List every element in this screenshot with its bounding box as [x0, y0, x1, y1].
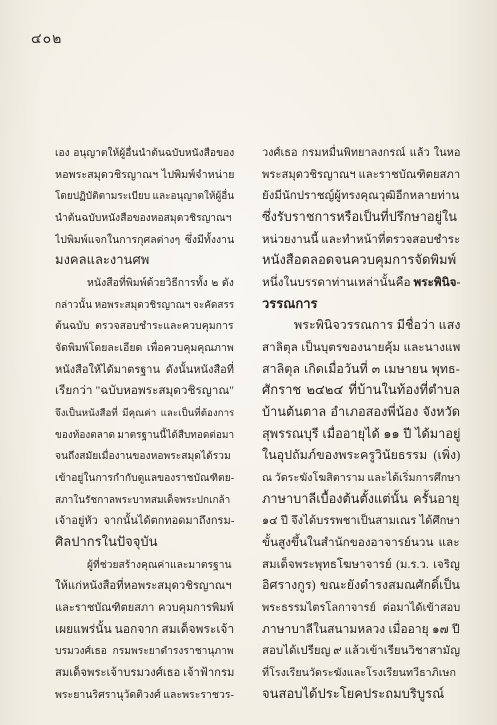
paragraph: [55, 271, 234, 553]
line-text: นำต้นฉบับหนังสือของหอสมุดวชิรญาณฯ: [55, 213, 232, 225]
line-text: สมเด็จพระพุทธโฆษาจารย์ (ม.ร.ว. เจริญ: [262, 558, 460, 571]
text-line: [55, 271, 234, 293]
text-line: [262, 488, 460, 510]
text-line: [55, 488, 234, 510]
text-line: [262, 336, 460, 358]
text-line: [55, 141, 234, 163]
line-text: เจ้าอยู่หัว จากนั้นได้ตกทอดมาถึงกรม-: [55, 515, 234, 528]
line-text: ภาษาบาลีเบื้องต้นตั้งแต่นั้น ครั้นอายุ: [262, 491, 460, 506]
text-line: [262, 574, 460, 596]
text-line: [55, 574, 234, 596]
text-line: [262, 206, 460, 228]
text-line: [262, 661, 460, 683]
text-line: [262, 683, 460, 705]
line-text: สาลิตุล เกิดเมื่อวันที่ ๓ เมษายน พุทธ-: [262, 361, 460, 376]
line-text: โดยปฏิบัติตามระเบียบ และอนุญาตให้ผู้อื่น: [55, 191, 234, 203]
line-text: ไปพิมพ์แจกในการกุศลต่างๆ ซึ่งมีทั้งงาน: [55, 234, 234, 246]
text-line: [262, 249, 460, 271]
line-text: สอบได้เปรียญ ๙ แล้วเข้าเรียนวิชาสามัญ: [262, 645, 460, 658]
line-text: ศิลปากรในปัจจุบัน: [55, 534, 158, 550]
line-text: เผยแพร่นั้น นอกจาก สมเด็จพระเจ้า: [55, 621, 234, 636]
line-text: สมเด็จพระเจ้าบรมวงศ์เธอ เจ้าฟ้ากรม: [55, 667, 234, 680]
line-text: พระยานริศรานุวัดติวงศ์ และพระราชวร-: [55, 689, 234, 701]
text-line: [262, 596, 460, 618]
text-line: [55, 553, 234, 575]
right-column: [262, 141, 460, 704]
line-text: [262, 293, 317, 315]
text-line: [262, 618, 460, 640]
line-text: สุพรรณบุรี เมื่ออายุได้ ๑๑ ปี ได้มาอยู่: [262, 426, 460, 441]
line-text: ในอุปถัมภ์ของพระครูวินัยธรรม (เพิ่ง): [262, 448, 460, 463]
text-line: [262, 509, 460, 531]
page-number: ๔๐๒: [31, 32, 63, 47]
line-text: หอพระสมุดวชิรญาณฯ ไปพิมพ์จำหน่าย: [55, 168, 234, 181]
line-text: พระสมุดวชิรญาณฯ และราชบัณฑิตยสภา: [262, 168, 460, 181]
text-line: [262, 184, 460, 206]
paragraph: [55, 553, 234, 705]
line-text: ที่โรงเรียนวัดระฆังและโรงเรียนทวีธาภิเษก: [262, 667, 457, 680]
line-text: มงคลและงานศพ: [55, 252, 150, 268]
line-text: ขั้นสูงขึ้นในสำนักของอาจารย์นวน และ: [262, 536, 460, 550]
line-text: เข้าอยู่ในการกำกับดูแลของราชบัณฑิตย-: [55, 473, 234, 485]
line-text: ของท้องตลาด มาตรฐานนี้ได้สืบทอดต่อมา: [55, 429, 234, 441]
line-text: ยังมีนักปราชญ์ผู้ทรงคุณวุฒิอีกหลายท่าน: [262, 190, 460, 203]
paragraph: [262, 314, 460, 704]
text-line: [55, 531, 234, 553]
text-line: [55, 336, 234, 358]
line-text: หนังสือให้ได้มาตรฐาน ดังนั้นหนังสือที่: [55, 363, 234, 376]
text-line: [55, 401, 234, 423]
line-text: พระพินิจวรรณการ มีชื่อว่า แสง: [294, 318, 460, 333]
text-line: [262, 444, 460, 466]
left-column: [55, 141, 234, 704]
line-text: จัดพิมพ์โดยละเอียด เพื่อควบคุมคุณภาพ: [55, 343, 234, 355]
line-text: อิศรางกูร) ขณะยังดำรงสมณศักดิ์เป็น: [262, 578, 460, 593]
text-line: [262, 466, 460, 488]
text-line: [262, 228, 460, 250]
text-line: [55, 444, 234, 466]
line-text: พระธรรมไตรโลกาจารย์ ต่อมาได้เข้าสอบ: [262, 602, 460, 615]
line-text: จึงเป็นหนังสือที่ มีคุณค่า และเป็นที่ต้องการ: [55, 408, 234, 420]
line-text: และราชบัณฑิตยสภา ควบคุมการพิมพ์: [55, 602, 234, 615]
line-segment: หนึ่งในบรรดาท่านเหล่านั้นคือ: [262, 276, 414, 290]
line-text: บรมวงศ์เธอ กรมพระยาดำรงราชานุภาพ: [55, 646, 234, 658]
text-line: [55, 596, 234, 618]
text-line: [262, 163, 460, 185]
line-text: หนังสือที่พิมพ์ด้วยวิธีการทั้ง ๒ ดัง: [87, 278, 234, 290]
text-line: [55, 423, 234, 445]
line-text: เรียกว่า "ฉบับหอพระสมุดวชิรญาณ": [55, 384, 234, 398]
text-line: [55, 228, 234, 250]
paragraph: [55, 141, 234, 271]
text-line: [55, 184, 234, 206]
line-text: ภาษาบาลีในสนามหลวง เมื่ออายุ ๑๗ ปี: [262, 621, 460, 636]
text-line: [262, 358, 460, 380]
line-text: หน่วยงานนี้ และทำหน้าที่ตรวจสอบชำระ: [262, 233, 460, 246]
text-line: [55, 379, 234, 401]
text-line: [262, 293, 460, 315]
text-line: [55, 206, 234, 228]
text-line: [55, 314, 234, 336]
line-text: ณ วัดระฆังโฆสิตาราม และได้เริ่มการศึกษา: [262, 472, 460, 485]
line-text: วงศ์เธอ กรมหมื่นพิทยาลงกรณ์ แล้ว ในหอ: [262, 147, 460, 159]
text-line: [262, 314, 460, 336]
text-line: [55, 466, 234, 488]
line-text: สาลิตุล เป็นบุตรของนายคุ้ม และนางแพ: [262, 341, 460, 355]
text-line: [262, 423, 460, 445]
text-line: [55, 358, 234, 380]
bold-name: พระพินิจ-: [413, 276, 460, 290]
line-text: สภาในรัชกาลพระบาทสมเด็จพระปกเกล้า: [55, 494, 231, 506]
text-line: [262, 141, 460, 163]
text-line: [55, 661, 234, 683]
text-line: [55, 618, 234, 640]
line-text: ศักราช ๒๔๒๔ ที่บ้านในท้องที่ตำบล: [262, 382, 460, 398]
line-text: หนังสือตลอดจนควบคุมการจัดพิมพ์: [262, 252, 457, 268]
line-text: จนสอบได้ประโยคประถมบริบูรณ์: [262, 685, 445, 701]
line-text: ต้นฉบับ ตรวจสอบชำระและควบคุมการ: [55, 321, 234, 333]
line-text: ๑๔ ปี จึงได้บรรพชาเป็นสามเณร ได้ศึกษา: [262, 515, 460, 528]
text-line: [262, 401, 460, 423]
text-line: [262, 271, 460, 293]
text-line: [262, 379, 460, 401]
text-line: [262, 553, 460, 575]
text-line: [262, 639, 460, 661]
text-line: [55, 509, 234, 531]
text-line: [55, 293, 234, 315]
text-line: [55, 639, 234, 661]
line-text: ให้แก่หนังสือที่หอพระสมุดวชิรญาณฯ: [55, 580, 232, 593]
line-text: ซึ่งรับราชการหรือเป็นที่ปรึกษาอยู่ใน: [262, 210, 457, 225]
text-line: [262, 531, 460, 553]
text-line: [55, 683, 234, 705]
paragraph: [262, 141, 460, 314]
line-text: กล่าวนั้น หอพระสมุดวชิรญาณฯ จะคัดสรร: [55, 299, 234, 311]
line-text: บ้านต้นตาล อำเภอสองพี่น้อง จังหวัด: [262, 405, 460, 420]
line-text: [262, 272, 460, 293]
line-text: จนถึงสมัยเมื่องานของหอพระสมุดได้รวม: [55, 451, 231, 463]
text-line: [55, 163, 234, 185]
text-line: [55, 249, 234, 271]
bold-name: วรรณการ: [262, 295, 318, 311]
line-text: ผู้ที่ช่วยสร้างคุณค่าและมาตรฐาน: [87, 559, 232, 571]
line-text: เอง อนุญาตให้ผู้อื่นนำต้นฉบับหนังสือของ: [55, 148, 234, 159]
